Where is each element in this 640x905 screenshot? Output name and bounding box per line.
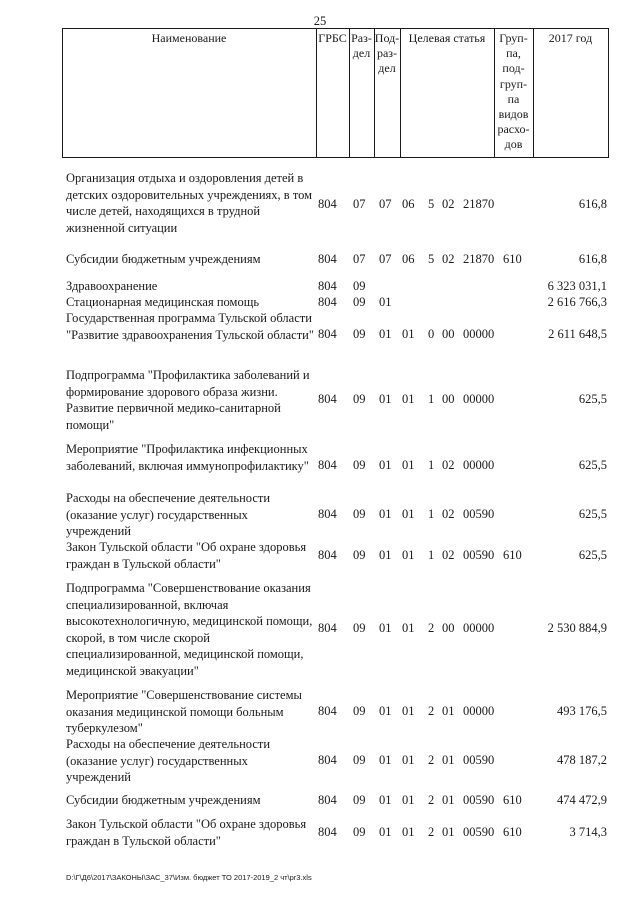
amount-cell: 478 187,2	[557, 753, 607, 767]
row-name: Субсидии бюджетным учреждениям	[66, 793, 261, 807]
row-name: Подпрограмма "Профилактика заболеваний и формирование здорового образа жизни. Развитие первичной медико-санитарной помощи"	[66, 368, 310, 432]
razdel-cell: 09	[353, 507, 366, 521]
row-name: Стационарная медицинская помощь	[66, 295, 260, 309]
amount-cell: 625,5	[578, 548, 607, 562]
podrazdel-cell: 01	[379, 327, 392, 341]
header-grbs: ГРБС	[318, 31, 347, 45]
amount-cell: 2 611 648,5	[548, 327, 607, 341]
header-name: Наименование	[151, 31, 227, 45]
group-cell: 610	[503, 252, 522, 266]
target-part1-cell: 01	[402, 793, 415, 807]
target-part3-cell: 01	[442, 704, 455, 718]
razdel-cell: 09	[353, 327, 366, 341]
row-name: Организация отдыха и оздоровления детей в детских оздоровительных учреждениях, в том числе детей, находящихся в трудной жизненной ситуации	[66, 171, 313, 235]
amount-cell: 493 176,5	[557, 704, 607, 718]
target-part3-cell: 00	[442, 327, 455, 341]
razdel-cell: 09	[353, 458, 366, 472]
target-part3-cell: 02	[442, 548, 455, 562]
target-part4-cell: 21870	[463, 252, 495, 266]
target-part2-cell: 2	[428, 704, 435, 718]
target-part4-cell: 00000	[463, 704, 495, 718]
target-part4-cell: 00000	[463, 392, 495, 406]
grbs-cell: 804	[318, 327, 337, 341]
amount-cell: 6 323 031,1	[547, 279, 607, 293]
grbs-cell: 804	[318, 704, 337, 718]
podrazdel-cell: 01	[379, 507, 392, 521]
file-path: D:\Г\Д6\2017\ЗАКОНЫ\ЗАС_37\Изм. бюджет ТО 2017-2019_2 чт\pr3.xls	[66, 873, 312, 882]
target-part3-cell: 02	[442, 507, 455, 521]
target-part2-cell: 2	[428, 753, 435, 767]
target-part4-cell: 00590	[463, 793, 495, 807]
header-razdel: Раз- дел	[351, 31, 372, 61]
target-part1-cell: 01	[402, 825, 415, 839]
razdel-cell: 07	[353, 197, 366, 211]
target-part1-cell: 01	[402, 548, 415, 562]
target-part1-cell: 06	[402, 197, 415, 211]
podrazdel-cell: 01	[379, 295, 392, 309]
podrazdel-cell: 07	[379, 197, 392, 211]
row-name: Государственная программа Тульской области "Развитие здравоохранения Тульской области"	[66, 311, 314, 342]
row-name: Закон Тульской области "Об охране здоровья граждан в Тульской области"	[66, 540, 307, 571]
grbs-cell: 804	[318, 458, 337, 472]
razdel-cell: 09	[353, 704, 366, 718]
row-name: Субсидии бюджетным учреждениям	[66, 252, 261, 266]
target-part3-cell: 02	[442, 252, 455, 266]
amount-cell: 2 616 766,3	[547, 295, 607, 309]
target-part2-cell: 5	[428, 252, 435, 266]
razdel-cell: 09	[353, 548, 366, 562]
header-year: 2017 год	[548, 31, 593, 45]
target-part4-cell: 00000	[463, 327, 495, 341]
target-part2-cell: 2	[428, 621, 435, 635]
amount-cell: 3 714,3	[569, 825, 607, 839]
amount-cell: 616,8	[578, 252, 607, 266]
target-part3-cell: 02	[442, 197, 455, 211]
target-part3-cell: 01	[442, 753, 455, 767]
grbs-cell: 804	[318, 279, 337, 293]
razdel-cell: 09	[353, 392, 366, 406]
grbs-cell: 804	[318, 793, 337, 807]
header-podrazdel: Под- раз- дел	[374, 31, 400, 76]
razdel-cell: 09	[353, 279, 366, 293]
grbs-cell: 804	[318, 197, 337, 211]
target-part1-cell: 01	[402, 753, 415, 767]
grbs-cell: 804	[318, 621, 337, 635]
razdel-cell: 09	[353, 753, 366, 767]
group-cell: 610	[503, 548, 522, 562]
podrazdel-cell: 01	[379, 548, 392, 562]
grbs-cell: 804	[318, 507, 337, 521]
podrazdel-cell: 01	[379, 825, 392, 839]
row-name: Расходы на обеспечение деятельности (оказание услуг) государственных учреждений	[66, 491, 271, 538]
razdel-cell: 09	[353, 793, 366, 807]
target-part3-cell: 01	[442, 825, 455, 839]
grbs-cell: 804	[318, 392, 337, 406]
razdel-cell: 09	[353, 295, 366, 309]
target-part4-cell: 00590	[463, 825, 495, 839]
target-part1-cell: 01	[402, 327, 415, 341]
row-name: Мероприятие "Совершенствование системы оказания медицинской помощи больным туберкулезом"	[66, 688, 302, 735]
podrazdel-cell: 01	[379, 458, 392, 472]
target-part2-cell: 1	[428, 548, 435, 562]
target-part2-cell: 1	[428, 392, 435, 406]
amount-cell: 625,5	[578, 392, 607, 406]
target-part2-cell: 0	[428, 327, 435, 341]
target-part2-cell: 5	[428, 197, 435, 211]
razdel-cell: 07	[353, 252, 366, 266]
target-part2-cell: 1	[428, 507, 435, 521]
row-name: Здравоохранение	[66, 279, 158, 293]
target-part3-cell: 01	[442, 793, 455, 807]
row-name: Закон Тульской области "Об охране здоровья граждан в Тульской области"	[66, 817, 307, 848]
amount-cell: 2 530 884,9	[547, 621, 607, 635]
amount-cell: 616,8	[578, 197, 607, 211]
grbs-cell: 804	[318, 753, 337, 767]
target-part4-cell: 00000	[463, 458, 495, 472]
target-part2-cell: 1	[428, 458, 435, 472]
target-part2-cell: 2	[428, 793, 435, 807]
amount-cell: 625,5	[578, 507, 607, 521]
target-part4-cell: 00590	[463, 753, 495, 767]
table-header	[0, 28, 640, 158]
target-part3-cell: 00	[442, 621, 455, 635]
razdel-cell: 09	[353, 621, 366, 635]
row-name: Мероприятие "Профилактика инфекционных заболеваний, включая иммунопрофилактику"	[66, 442, 309, 473]
target-part1-cell: 01	[402, 704, 415, 718]
podrazdel-cell: 01	[379, 621, 392, 635]
header-group: Груп- па, под- груп- па видов расхо- дов	[497, 31, 530, 152]
group-cell: 610	[503, 825, 522, 839]
target-part4-cell: 00590	[463, 548, 495, 562]
amount-cell: 474 472,9	[557, 793, 607, 807]
podrazdel-cell: 01	[379, 392, 392, 406]
target-part1-cell: 01	[402, 458, 415, 472]
target-part4-cell: 21870	[463, 197, 495, 211]
podrazdel-cell: 01	[379, 793, 392, 807]
target-part3-cell: 02	[442, 458, 455, 472]
grbs-cell: 804	[318, 252, 337, 266]
page-number: 25	[313, 14, 327, 28]
podrazdel-cell: 07	[379, 252, 392, 266]
row-name: Расходы на обеспечение деятельности (оказание услуг) государственных учреждений	[66, 737, 271, 784]
target-part2-cell: 2	[428, 825, 435, 839]
grbs-cell: 804	[318, 825, 337, 839]
target-part1-cell: 01	[402, 392, 415, 406]
target-part1-cell: 01	[402, 621, 415, 635]
target-part4-cell: 00590	[463, 507, 495, 521]
amount-cell: 625,5	[578, 458, 607, 472]
group-cell: 610	[503, 793, 522, 807]
podrazdel-cell: 01	[379, 704, 392, 718]
target-part1-cell: 06	[402, 252, 415, 266]
header-target: Целевая статья	[408, 31, 486, 45]
razdel-cell: 09	[353, 825, 366, 839]
target-part1-cell: 01	[402, 507, 415, 521]
target-part4-cell: 00000	[463, 621, 495, 635]
row-name: Подпрограмма "Совершенствование оказания специализированной, включая высокотехнологичную, медицинской помощи, скорой, в том числе скорой специализированной, медицинской помощи, медицинской эвакуации"	[66, 581, 313, 678]
target-part3-cell: 00	[442, 392, 455, 406]
grbs-cell: 804	[318, 295, 337, 309]
podrazdel-cell: 01	[379, 753, 392, 767]
grbs-cell: 804	[318, 548, 337, 562]
